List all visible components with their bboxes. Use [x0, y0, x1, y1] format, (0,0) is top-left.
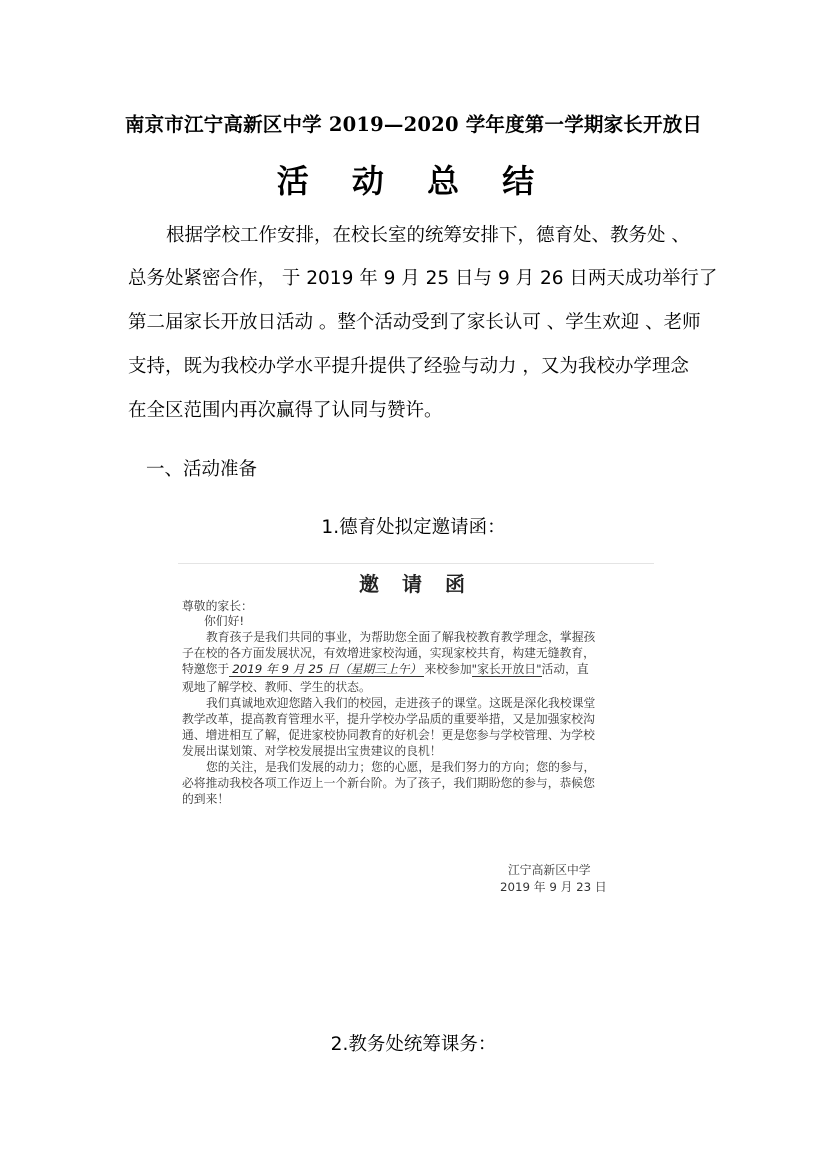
invitation-p1-line3 [182, 664, 589, 676]
invitation-hello: 你们好! [204, 614, 245, 628]
invitation-p1-line1: 教育孩子是我们共同的事业，为帮助您全面了解我校教育教学理念，掌握孩 [206, 630, 596, 644]
intro-line-3: 第二届家长开放日活动 。整个活动受到了家长认可 、学生欢迎 、老师 [128, 312, 701, 333]
invitation-p1-line4: 观地了解学校、教师、学生的状态。 [182, 680, 371, 694]
invitation-p3-line2: 必将推动我校各项工作迈上一个新台阶。为了孩子，我们期盼您的参与，恭候您 [182, 776, 595, 790]
invitation-p2-line2: 教学改革，提高教育管理水平，提升学校办学品质的重要举措，又是加强家校沟 [182, 712, 595, 726]
invitation-p2-line4: 发展出谋划策、对学校发展提出宝贵建议的良机！ [182, 744, 442, 758]
invitation-title: 邀 请 函 [359, 572, 473, 596]
intro-line-2: 总务处紧密合作， 于 2019 年 9 月 25 日与 9 月 26 日两天成功举行了 [128, 268, 718, 289]
invitation-p1-line3-mid: 来校参加 [424, 662, 472, 676]
intro-line-4: 支持，既为我校办学水平提升提供了经验与动力 ，又为我校办学理念 [128, 356, 689, 377]
document-title: 南京市江宁高新区中学 2019—2020 学年度第一学期家长开放日 [124, 113, 703, 136]
invitation-p1-line3-suffix: 活动，直 [541, 662, 589, 676]
document-subtitle: 活 动 总 结 [276, 162, 551, 200]
intro-line-1: 根据学校工作安排，在校长室的统筹安排下，德育处、教务处 、 [166, 225, 690, 246]
invitation-p3-line1: 您的关注，是我们发展的动力；您的心愿，是我们努力的方向；您的参与， [206, 760, 596, 774]
invitation-signature-date: 2019 年 9 月 23 日 [500, 880, 607, 894]
invitation-event-name: "家长开放日" [471, 662, 542, 676]
invitation-p1-line3-prefix: 特邀您于 [182, 662, 230, 676]
invitation-divider [178, 563, 654, 564]
invitation-image [178, 560, 654, 900]
invitation-p2-line1: 我们真诚地欢迎您踏入我们的校园，走进孩子的课堂。这既是深化我校课堂 [206, 696, 596, 710]
subheading-course-planning: 2.教务处统筹课务： [330, 1034, 497, 1055]
invitation-handwritten-date: 2019 年 9 月 25 日（星期三上午） [229, 662, 424, 677]
invitation-greeting: 尊敬的家长： [182, 599, 253, 613]
invitation-p2-line3: 通、增进相互了解，促进家校协同教育的好机会！更是您参与学校管理、为学校 [182, 728, 595, 742]
section-heading-preparation: 一、活动准备 [146, 459, 258, 480]
subheading-invitation: 1.德育处拟定邀请函： [321, 517, 506, 538]
invitation-p1-line2: 子在校的各方面发展状况，有效增进家校沟通，实现家校共育，构建无缝教育， [182, 646, 595, 660]
intro-line-5: 在全区范围内再次赢得了认同与赞许。 [128, 400, 443, 421]
invitation-p3-line3: 的到来！ [182, 792, 230, 806]
invitation-signature-school: 江宁高新区中学 [508, 863, 591, 877]
